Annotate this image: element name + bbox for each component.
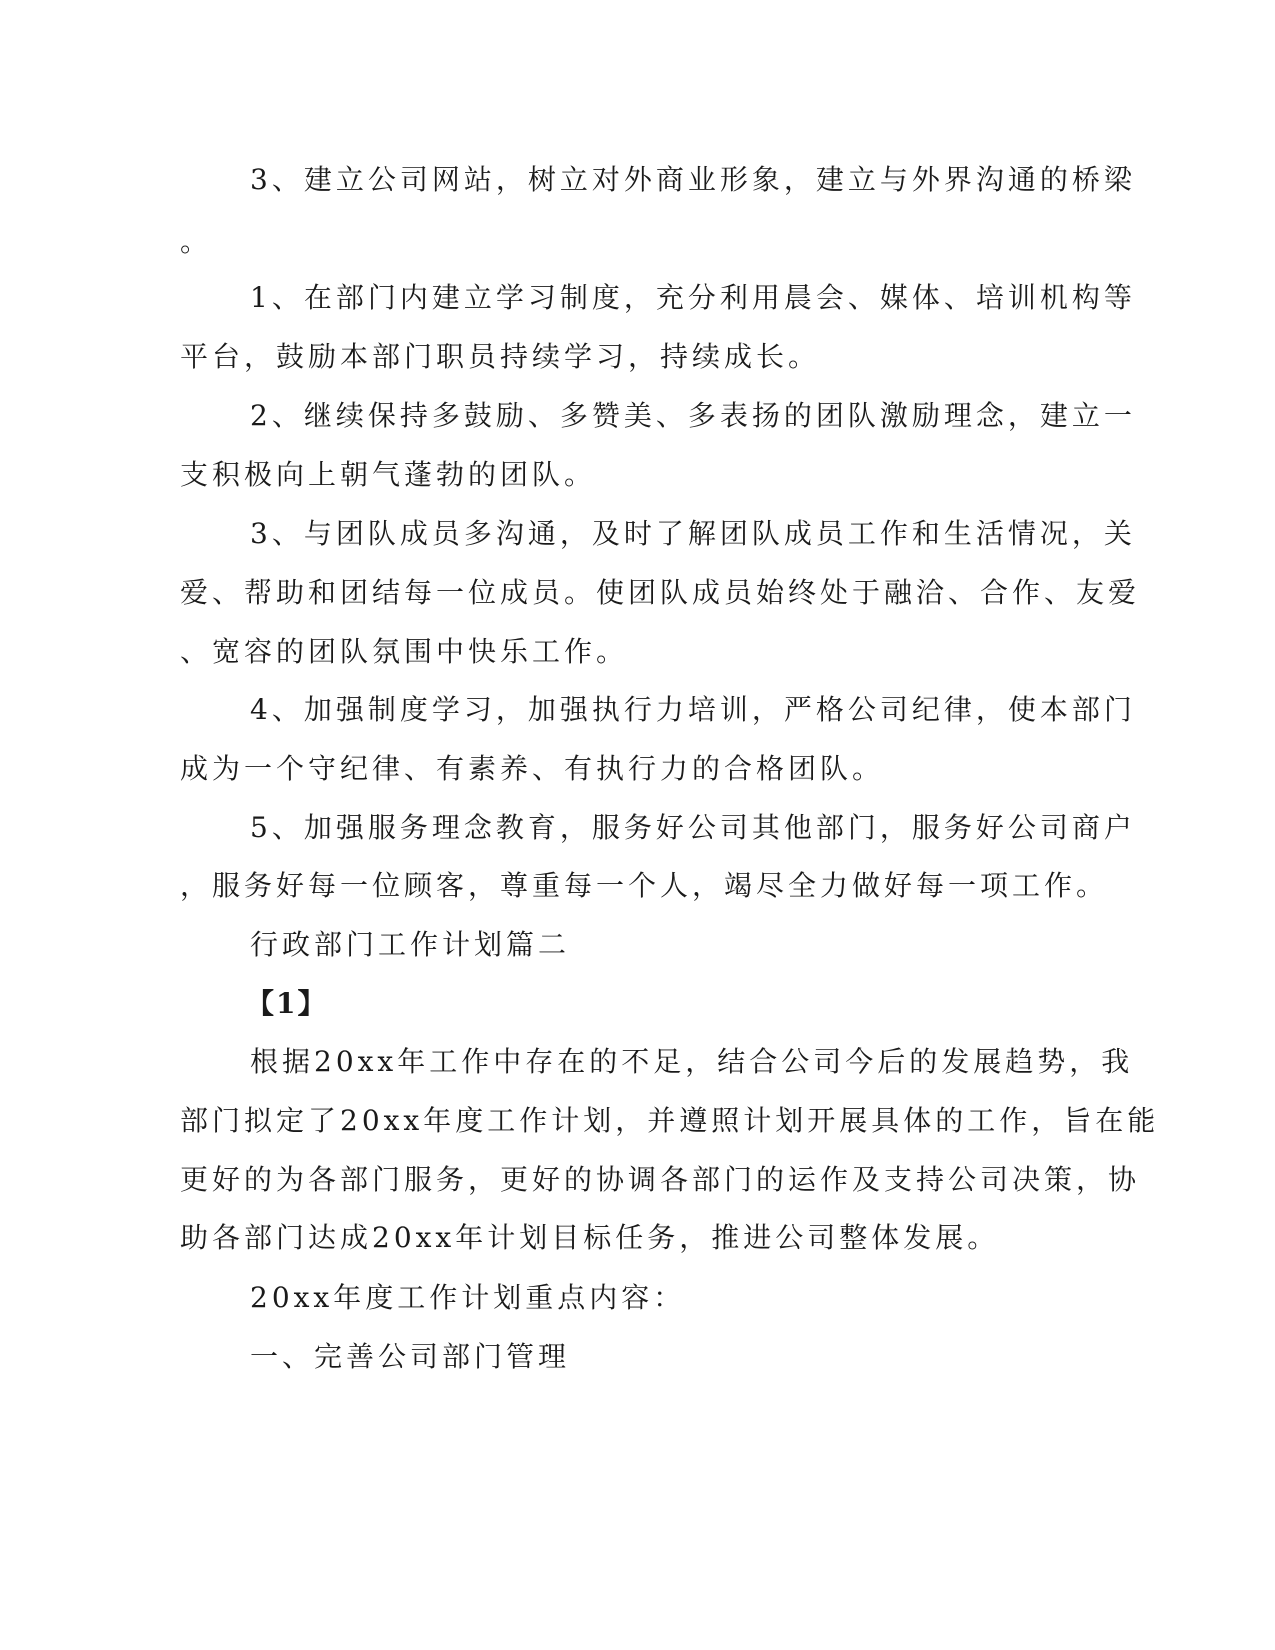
paragraph-line: 3、与团队成员多沟通，及时了解团队成员工作和生活情况，关 bbox=[250, 517, 1136, 550]
paragraph-line: 5、加强服务理念教育，服务好公司其他部门，服务好公司商户 bbox=[250, 811, 1136, 844]
paragraph-line: 4、加强制度学习，加强执行力培训，严格公司纪律，使本部门 bbox=[250, 693, 1136, 726]
paragraph-line: 3、建立公司网站，树立对外商业形象，建立与外界沟通的桥梁 bbox=[250, 163, 1136, 196]
section-heading: 一、完善公司部门管理 bbox=[250, 1340, 571, 1373]
paragraph-line: 助各部门达成20xx年计划目标任务，推进公司整体发展。 bbox=[180, 1221, 1000, 1254]
paragraph-line: 成为一个守纪律、有素养、有执行力的合格团队。 bbox=[180, 752, 885, 785]
paragraph-line: 根据20xx年工作中存在的不足，结合公司今后的发展趋势，我 bbox=[250, 1045, 1134, 1078]
paragraph-line: 。 bbox=[180, 225, 213, 258]
paragraph-line: 支积极向上朝气蓬勃的团队。 bbox=[180, 458, 597, 491]
paragraph-line: 平台，鼓励本部门职员持续学习，持续成长。 bbox=[180, 340, 821, 373]
paragraph-line: ，服务好每一位顾客，尊重每一个人，竭尽全力做好每一项工作。 bbox=[180, 869, 1109, 902]
section-marker: 【1】 bbox=[246, 987, 328, 1020]
paragraph-line: 、宽容的团队氛围中快乐工作。 bbox=[180, 635, 629, 668]
section-heading: 行政部门工作计划篇二 bbox=[250, 928, 571, 961]
paragraph-line: 爱、帮助和团结每一位成员。使团队成员始终处于融洽、合作、友爱 bbox=[180, 576, 1141, 609]
paragraph-line: 1、在部门内建立学习制度，充分利用晨会、媒体、培训机构等 bbox=[250, 281, 1136, 314]
paragraph-line: 20xx年度工作计划重点内容： bbox=[250, 1281, 686, 1314]
paragraph-line: 部门拟定了20xx年度工作计划，并遵照计划开展具体的工作，旨在能 bbox=[180, 1104, 1160, 1137]
paragraph-line: 更好的为各部门服务，更好的协调各部门的运作及支持公司决策，协 bbox=[180, 1163, 1141, 1196]
paragraph-line: 2、继续保持多鼓励、多赞美、多表扬的团队激励理念，建立一 bbox=[250, 399, 1136, 432]
